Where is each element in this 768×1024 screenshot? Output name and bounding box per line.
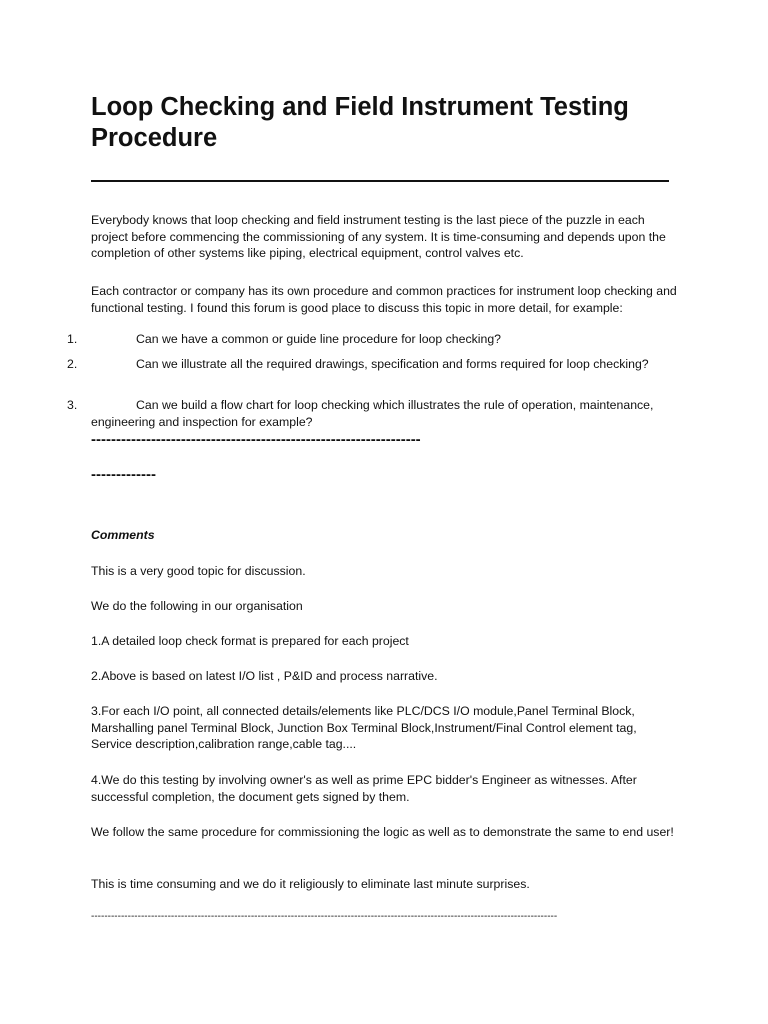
- question-text: Can we build a flow chart for loop checking which illustrates the rule of operation, maintenance, engineering and inspection for example?: [91, 398, 654, 429]
- heavy-separator-line-2: -------------: [91, 466, 156, 483]
- question-item-1: [67, 331, 681, 348]
- question-text: Can we have a common or guide line procedure for loop checking?: [136, 332, 502, 346]
- intro-paragraph-2: Each contractor or company has its own procedure and common practices for instrument loop checking and functional testing. I found this forum is good place to discuss this topic in more detail, for example:: [91, 284, 677, 315]
- comment-paragraph: We follow the same procedure for commissioning the logic as well as to demonstrate the same to end user!: [91, 825, 674, 839]
- question-text: Can we illustrate all the required drawings, specification and forms required for loop checking?: [136, 357, 649, 371]
- comment-paragraph: This is time consuming and we do it religiously to eliminate last minute surprises.: [91, 877, 530, 891]
- comment-paragraph: 4.We do this testing by involving owner's as well as prime EPC bidder's Engineer as witnesses. After successful completion, the document gets signed by them.: [91, 773, 637, 804]
- question-number: 1.: [67, 332, 78, 346]
- comment-paragraph: 1.A detailed loop check format is prepared for each project: [91, 634, 409, 648]
- comment-paragraph: This is a very good topic for discussion.: [91, 564, 306, 578]
- page-title: Loop Checking and Field Instrument Testing Procedure: [91, 93, 629, 152]
- intro-paragraph-1: Everybody knows that loop checking and field instrument testing is the last piece of the puzzle in each project before commencing the commissioning of any system. It is time-consuming and depends upon the completion of other systems like piping, electrical equipment, control valves etc.: [91, 213, 666, 260]
- thin-separator-line: --------------------------------------------------------------------------------------------------------------------------------------------: [91, 911, 558, 922]
- title-underline: [91, 180, 669, 182]
- comment-paragraph: 2.Above is based on latest I/O list , P&ID and process narrative.: [91, 669, 438, 683]
- comment-paragraph: 3.For each I/O point, all connected details/elements like PLC/DCS I/O module,Panel Terminal Block, Marshalling panel Terminal Block, Junction Box Terminal Block,Instrument/Final Control element tag, Service description,calibration range,cable tag....: [91, 704, 637, 751]
- comment-paragraph: We do the following in our organisation: [91, 599, 303, 613]
- question-number: 3.: [67, 398, 78, 412]
- heavy-separator-line-1: ------------------------------------------------------------------: [91, 431, 421, 448]
- comments-heading: Comments: [91, 528, 155, 542]
- question-item-3: [67, 397, 681, 430]
- question-number: 2.: [67, 357, 78, 371]
- question-item-2: [67, 356, 681, 373]
